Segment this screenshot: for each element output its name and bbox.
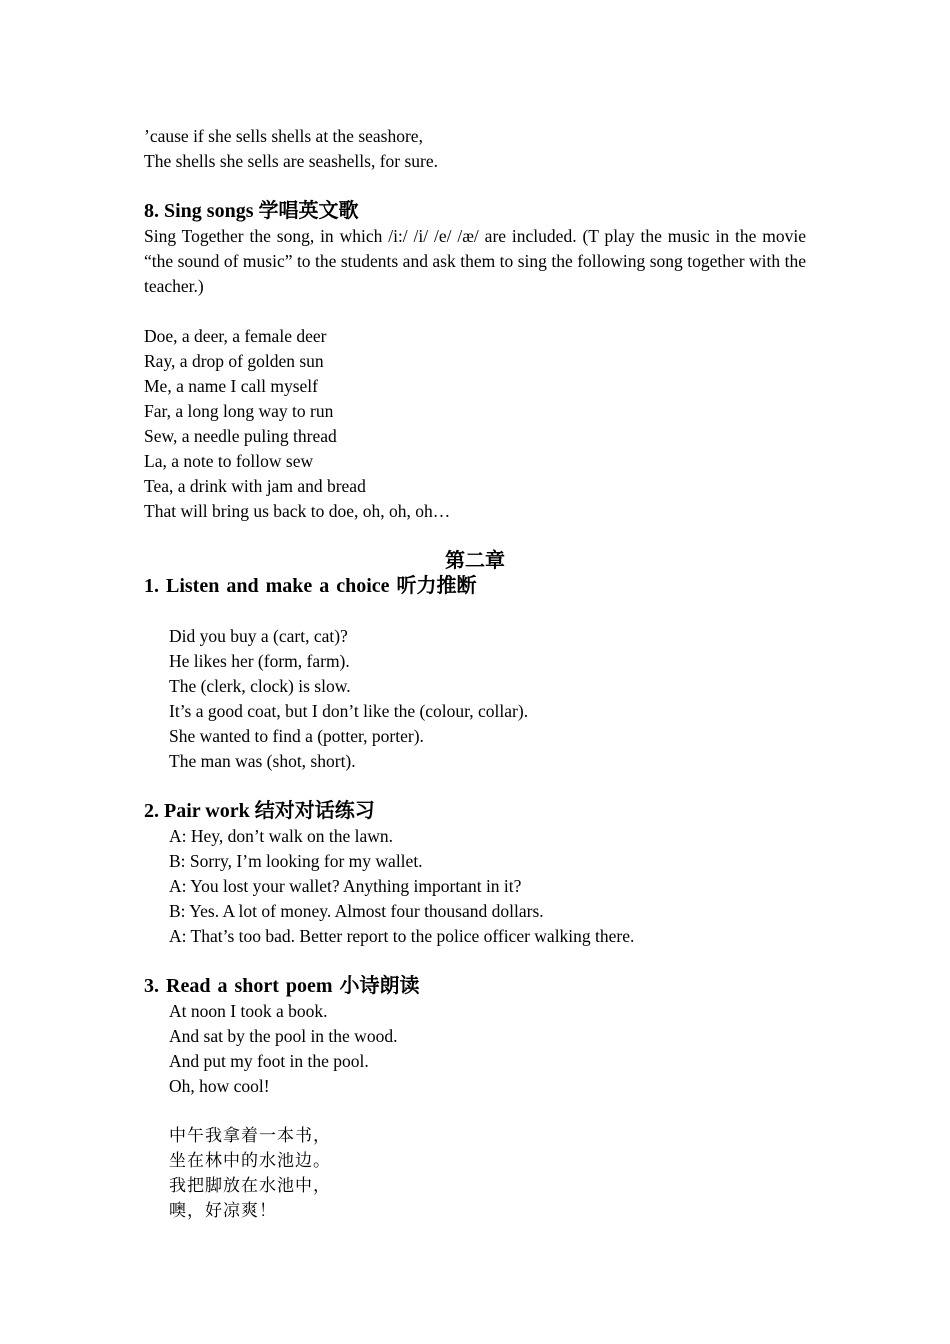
- intro-line-1: ’cause if she sells shells at the seashore,: [144, 126, 423, 146]
- song-line: Doe, a deer, a female deer: [144, 326, 327, 346]
- song-line: La, a note to follow sew: [144, 451, 314, 471]
- dialogue-line: A: Hey, don’t walk on the lawn.: [169, 826, 394, 846]
- spacer: [144, 524, 806, 549]
- poem-line-cn: 噢，好凉爽！: [169, 1201, 277, 1221]
- spacer: [144, 299, 806, 324]
- dialogue-line: A: You lost your wallet? Anything important in it?: [169, 876, 522, 896]
- listening-choices: [144, 624, 806, 774]
- song-line: Far, a long long way to run: [144, 401, 334, 421]
- poem-line-cn: 坐在林中的水池边。: [169, 1151, 331, 1171]
- poem-english: [144, 999, 806, 1099]
- spacer: [144, 774, 806, 799]
- section-8-heading: 8. Sing songs 学唱英文歌: [144, 200, 359, 222]
- spacer: [144, 949, 806, 974]
- poem-chinese: [144, 1124, 806, 1224]
- intro-line-2: The shells she sells are seashells, for sure.: [144, 151, 439, 171]
- song-line: Sew, a needle puling thread: [144, 426, 337, 446]
- spacer: [144, 174, 806, 199]
- list-item: Did you buy a (cart, cat)?: [169, 626, 348, 646]
- song-line: Me, a name I call myself: [144, 376, 318, 396]
- poem-line: At noon I took a book.: [169, 1001, 328, 1021]
- dialogue-line: A: That’s too bad. Better report to the police officer walking there.: [169, 926, 635, 946]
- song-lyrics: [144, 324, 806, 524]
- chapter-title: 第二章: [445, 550, 505, 572]
- poem-line: Oh, how cool!: [169, 1076, 270, 1096]
- poem-line: And sat by the pool in the wood.: [169, 1026, 398, 1046]
- list-item: He likes her (form, farm).: [169, 651, 350, 671]
- dialogue: [144, 824, 806, 949]
- song-line: Tea, a drink with jam and bread: [144, 476, 366, 496]
- poem-line: And put my foot in the pool.: [169, 1051, 369, 1071]
- list-item: It’s a good coat, but I don’t like the (colour, collar).: [169, 701, 529, 721]
- section-1-heading: 1. Listen and make a choice 听力推断: [144, 575, 477, 597]
- song-line: That will bring us back to doe, oh, oh, oh…: [144, 501, 451, 521]
- poem-line-cn: 我把脚放在水池中，: [169, 1176, 331, 1196]
- dialogue-line: B: Sorry, I’m looking for my wallet.: [169, 851, 423, 871]
- list-item: The (clerk, clock) is slow.: [169, 676, 351, 696]
- section-2-heading: 2. Pair work 结对对话练习: [144, 800, 375, 822]
- song-line: Ray, a drop of golden sun: [144, 351, 324, 371]
- poem-line-cn: 中午我拿着一本书，: [169, 1126, 331, 1146]
- section-8-paragraph: Sing Together the song, in which /i:/ /i/ /e/ /æ/ are included. (T play the music in the movie “the sound of music” to the students and ask them to sing the following song together with the teacher.): [144, 226, 806, 296]
- dialogue-line: B: Yes. A lot of money. Almost four thousand dollars.: [169, 901, 544, 921]
- spacer: [144, 1099, 806, 1124]
- section-3-heading: 3. Read a short poem 小诗朗读: [144, 975, 420, 997]
- list-item: The man was (shot, short).: [169, 751, 356, 771]
- list-item: She wanted to find a (potter, porter).: [169, 726, 424, 746]
- document-page: [144, 124, 806, 1224]
- spacer: [144, 599, 806, 624]
